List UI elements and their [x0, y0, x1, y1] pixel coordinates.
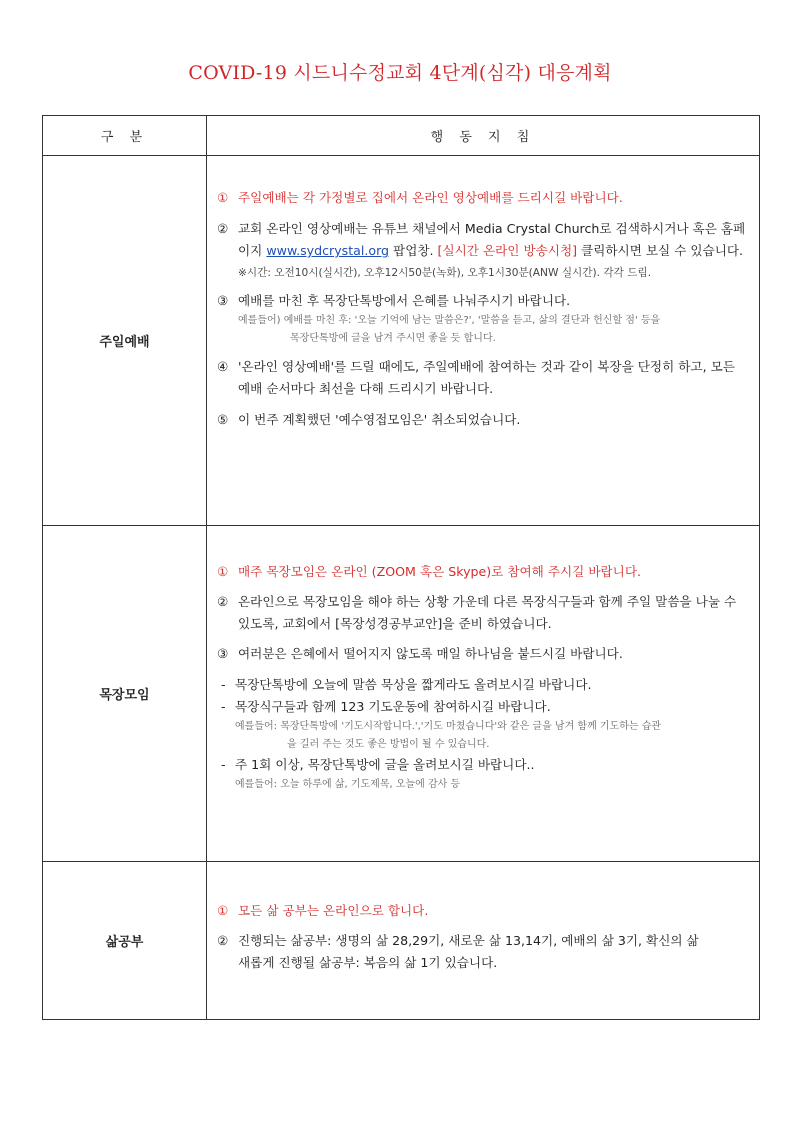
dash-mark: -	[221, 699, 226, 714]
item-text: 클릭하시면 보실 수 있습니다.	[577, 243, 744, 258]
guidelines-life-study	[207, 862, 760, 1020]
item-text: 새롭게 진행될 삶공부: 복음의 삶 1기 있습니다.	[238, 955, 498, 970]
response-plan-table	[42, 115, 760, 1020]
cell-sub-item-3	[217, 754, 751, 794]
worship-example	[238, 312, 751, 348]
guidelines-cell-group	[207, 526, 760, 862]
item-text: 진행되는 삶공부: 생명의 삶 28,29기, 새로운 삶 13,14기, 예배의 삶 3기, 확신의 삶	[238, 933, 699, 948]
item-text: 예배를 마친 후 목장단톡방에서 은혜를 나눠주시기 바랍니다.	[238, 293, 571, 308]
item-text: 주 1회 이상, 목장단톡방에 글을 올려보시길 바랍니다..	[235, 757, 535, 772]
item-number: ④	[217, 359, 229, 374]
item-number: ①	[217, 903, 229, 918]
cell-example: 예를들어: 오늘 하루에 삶, 기도제목, 오늘에 감사 등	[235, 779, 461, 790]
cell-item-1	[217, 561, 751, 583]
worship-item-5	[217, 409, 751, 431]
worship-item-1	[217, 187, 751, 209]
cell-item-2	[217, 591, 751, 635]
item-text: 목장식구들과 함께 123 기도운동에 참여하시길 바랍니다.	[235, 699, 551, 714]
example-line: 예를들어) 예배를 마친 후: '오늘 기억에 남는 말씀은?', '말씀을 듣고, 삶의 결단과 헌신할 점' 등을	[238, 315, 661, 326]
example-line: 을 길러 주는 것도 좋은 방법이 될 수 있습니다.	[287, 739, 490, 750]
item-number: ②	[217, 594, 229, 609]
live-stream-highlight: [실시간 온라인 방송시청]	[437, 243, 578, 258]
item-number: ②	[217, 933, 229, 948]
worship-item-2	[217, 218, 751, 282]
study-item-2	[217, 930, 751, 974]
table-row-life-study	[43, 862, 760, 1020]
item-text: 교회 온라인 영상예배는 유튜브 채널에서 Media Crystal Church로 검색하시거나 혹은 홈페이지	[238, 221, 746, 258]
item-number: ③	[217, 646, 229, 661]
example-line: 예를들어: 목장단톡방에 '기도시작합니다.','기도 마쳤습니다'와 같은 글을 남겨 함께 기도하는 습관	[235, 721, 662, 732]
item-text: 여러분은 은혜에서 떨어지지 않도록 매일 하나님을 붙드시길 바랍니다.	[238, 646, 623, 661]
item-text: 팝업창.	[389, 243, 438, 258]
cell-item-3	[217, 643, 751, 665]
cell-example	[235, 718, 751, 754]
item-text: 온라인으로 목장모임을 해야 하는 상황 가운데 다른 목장식구들과 함께 주일 말씀을 나눌 수 있도록, 교회에서 [목장성경공부교안]을 준비 하였습니다.	[238, 594, 737, 631]
item-number: ③	[217, 293, 229, 308]
item-text: 모든 삶 공부는 온라인으로 합니다.	[238, 903, 429, 918]
category-cell-group: 목장모임	[43, 526, 207, 862]
dash-mark: -	[221, 757, 226, 772]
item-number: ①	[217, 564, 229, 579]
guidelines-worship	[207, 156, 760, 526]
cell-sub-item-2	[217, 696, 751, 754]
category-worship: 주일예배	[43, 156, 207, 526]
table-header-row	[43, 116, 760, 156]
homepage-link[interactable]: www.sydcrystal.org	[266, 243, 390, 258]
item-number: ②	[217, 221, 229, 236]
worship-item-3	[217, 290, 751, 348]
service-times-note: ※시간: 오전10시(실시간), 오후12시50분(녹화), 오후1시30분(ANW 실시간). 각각 드림.	[238, 267, 652, 279]
item-text: 목장단톡방에 오늘에 말씀 묵상을 짧게라도 올려보시길 바랍니다.	[235, 677, 592, 692]
dash-mark: -	[221, 677, 226, 692]
category-life-study: 삶공부	[43, 862, 207, 1020]
worship-item-4	[217, 356, 751, 400]
example-line: 목장단톡방에 글을 남겨 주시면 좋을 듯 합니다.	[290, 333, 496, 344]
study-item-1	[217, 900, 751, 922]
item-text: 이 번주 계획했던 '예수영접모임은' 취소되었습니다.	[238, 412, 521, 427]
cell-sub-list	[217, 674, 751, 794]
item-number: ⑤	[217, 412, 229, 427]
cell-sub-item-1	[217, 674, 751, 696]
table-row-worship	[43, 156, 760, 526]
header-guidelines: 행 동 지 침	[207, 116, 760, 156]
item-number: ①	[217, 190, 229, 205]
item-text: 매주 목장모임은 온라인 (ZOOM 혹은 Skype)로 참여해 주시길 바랍니다.	[238, 564, 642, 579]
table-row-cell-group	[43, 526, 760, 862]
item-text: 주일예배는 각 가정별로 집에서 온라인 영상예배를 드리시길 바랍니다.	[238, 190, 623, 205]
item-text: '온라인 영상예배'를 드릴 때에도, 주일예배에 참여하는 것과 같이 복장을 단정히 하고, 모든 예배 순서마다 최선을 다해 드리시기 바랍니다.	[238, 359, 735, 396]
header-category: 구 분	[43, 116, 207, 156]
document-title: COVID-19 시드니수정교회 4단계(심각) 대응계획	[188, 62, 612, 84]
